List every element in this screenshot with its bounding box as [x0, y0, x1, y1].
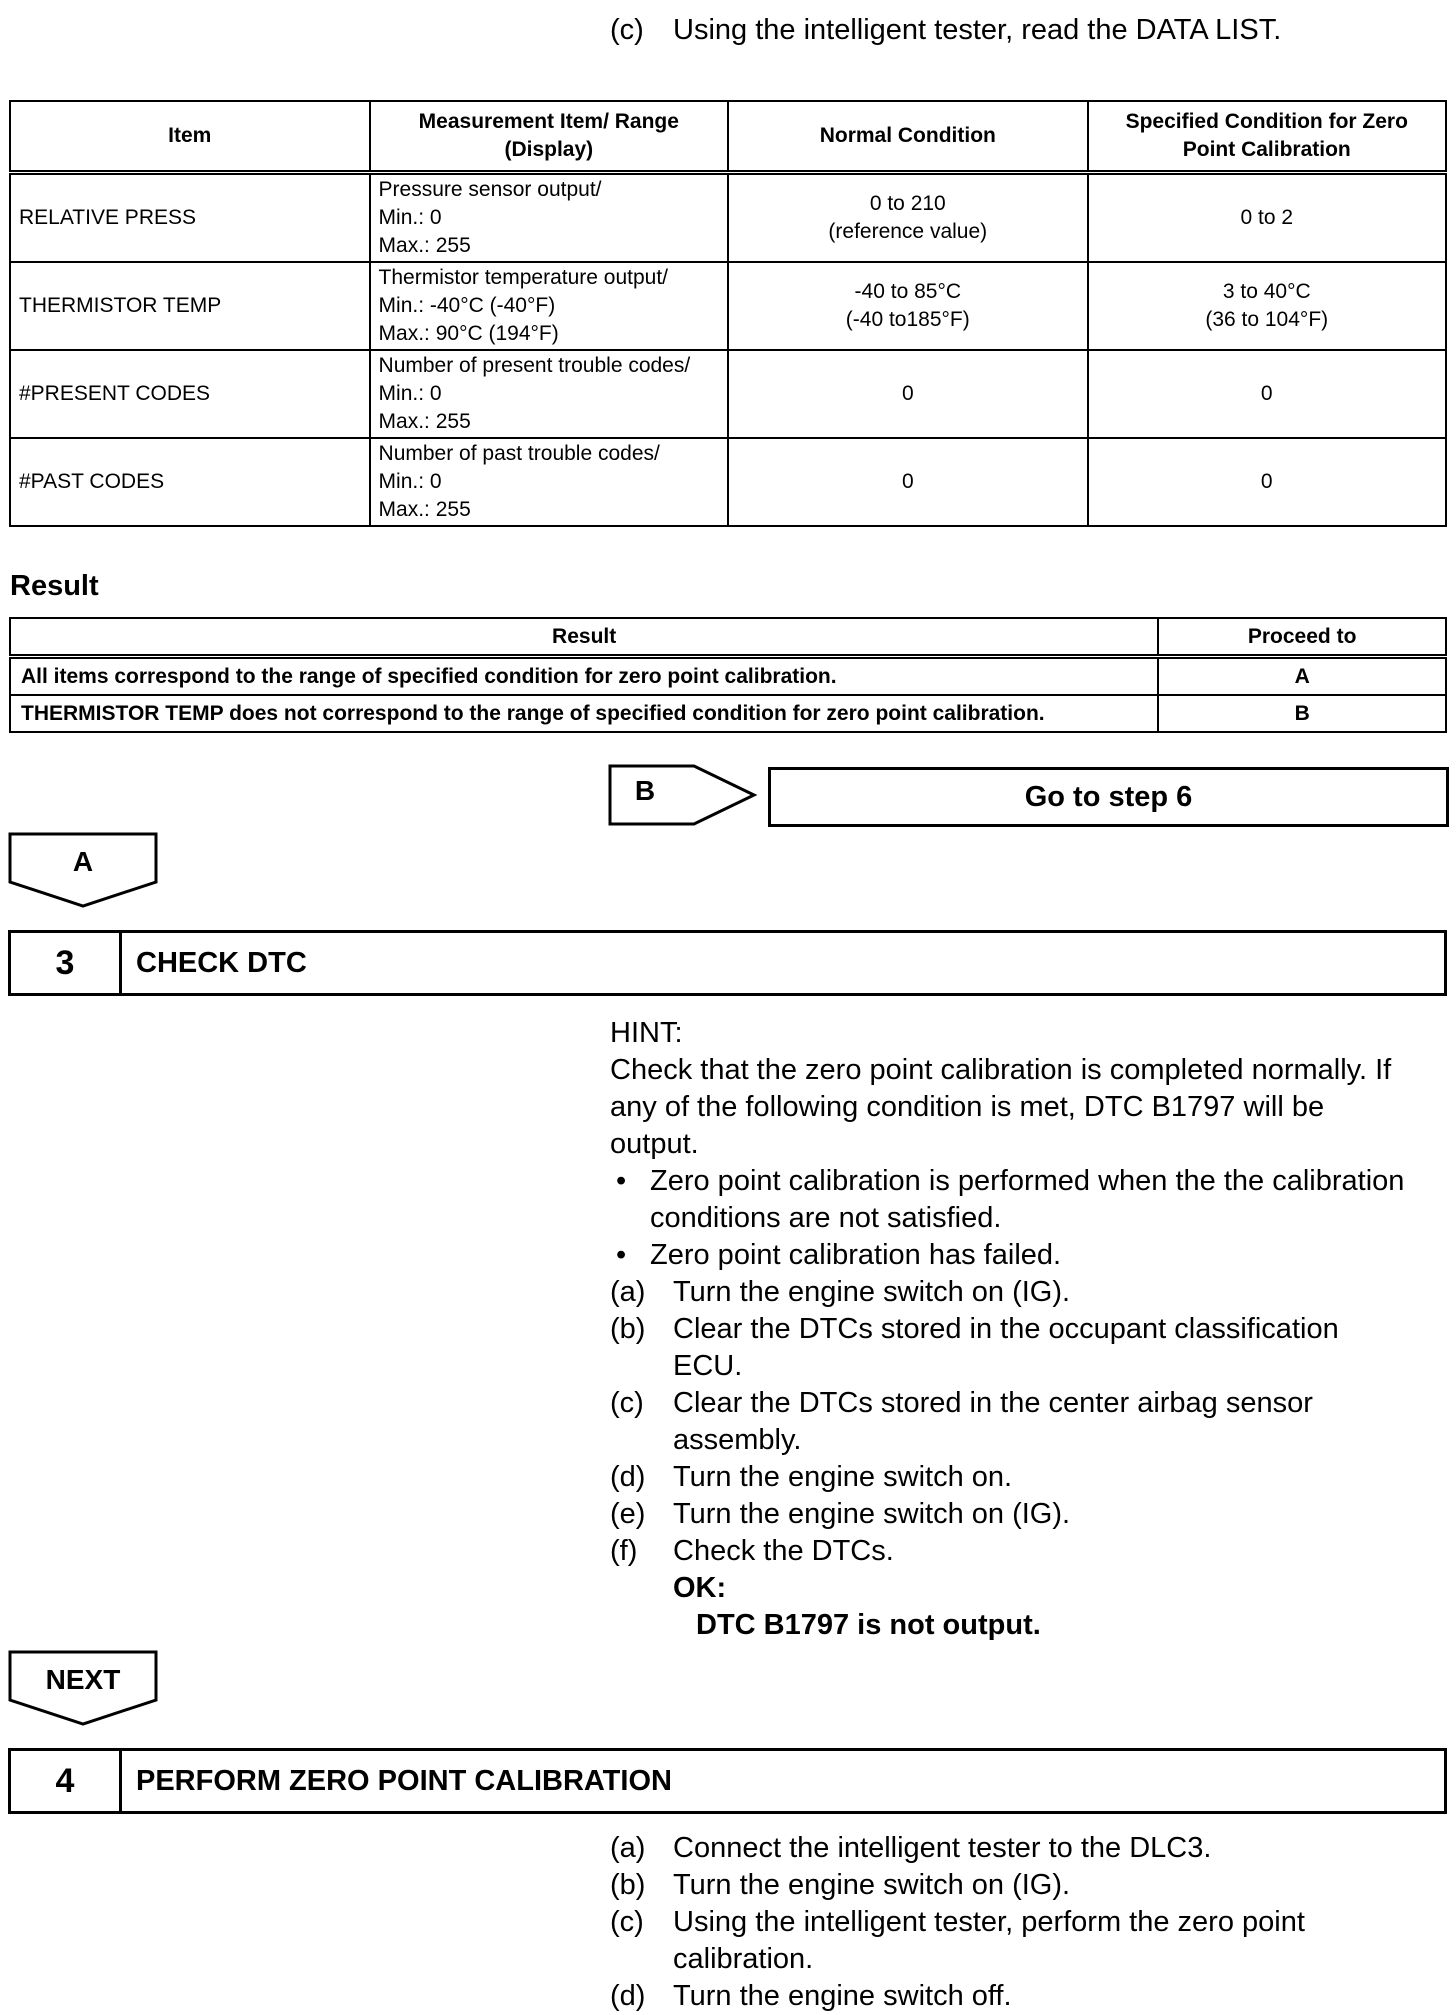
step-3-header: [8, 930, 1447, 996]
specified-cell: 3 to 40°C (36 to 104°F): [1088, 262, 1447, 350]
header-result: Result: [10, 618, 1158, 657]
item-cell: #PRESENT CODES: [10, 350, 370, 438]
procedure-step: (c) Using the intelligent tester, perform the zero point calibration.: [610, 1906, 1305, 1975]
result-cell: All items correspond to the range of specified condition for zero point calibration.: [10, 657, 1158, 696]
normal-cell: 0: [728, 350, 1087, 438]
ok-label: OK:: [673, 1572, 727, 1604]
measure-cell: Number of past trouble codes/ Min.: 0 Max.: 255: [370, 438, 729, 526]
normal-cell: 0 to 210 (reference value): [728, 173, 1087, 263]
procedure-step: (b) Clear the DTCs stored in the occupant classification ECU.: [610, 1313, 1339, 1382]
procedure-step: (d) Turn the engine switch on.: [610, 1459, 1450, 1496]
procedure-step: (e) Turn the engine switch on (IG).: [610, 1496, 1450, 1533]
item-cell: #PAST CODES: [10, 438, 370, 526]
branch-b-label: B: [634, 775, 656, 806]
specified-cell: 0: [1088, 438, 1447, 526]
measure-cell: Thermistor temperature output/ Min.: -40°C (-40°F) Max.: 90°C (194°F): [370, 262, 729, 350]
specified-cell: 0: [1088, 350, 1447, 438]
normal-cell: -40 to 85°C (-40 to185°F): [728, 262, 1087, 350]
step-number: 4: [11, 1751, 122, 1811]
header-specified-condition: Specified Condition for Zero Point Calibration: [1088, 101, 1447, 173]
step-label: (b): [610, 1869, 646, 1901]
hint-line: Check that the zero point calibration is completed normally. If: [610, 1054, 1392, 1086]
step-title: CHECK DTC: [136, 946, 307, 979]
bullet-item: • Zero point calibration has failed.: [610, 1237, 1450, 1274]
procedure-step: (c) Clear the DTCs stored in the center airbag sensor assembly.: [610, 1387, 1313, 1456]
step-label: (a): [610, 1832, 646, 1864]
step-label: (c): [610, 1387, 644, 1419]
item-cell: RELATIVE PRESS: [10, 173, 370, 263]
table-row: [10, 262, 1446, 350]
go-to-step-label: Go to step 6: [1024, 780, 1193, 813]
measure-cell: Pressure sensor output/ Min.: 0 Max.: 255: [370, 173, 729, 263]
instruction-text: Using the intelligent tester, read the DATA LIST.: [673, 14, 1282, 46]
step-label: (c): [610, 1906, 644, 1938]
proceed-cell: A: [1158, 657, 1446, 696]
step-label: (b): [610, 1313, 646, 1345]
step-label: (e): [610, 1498, 646, 1530]
branch-a-label: A: [72, 846, 94, 877]
bullet-dot-icon: •: [616, 1165, 627, 1197]
data-table-header-row: [10, 101, 1446, 173]
step-title: PERFORM ZERO POINT CALIBRATION: [136, 1764, 672, 1797]
specified-cell: 0 to 2: [1088, 173, 1447, 263]
bullet-item: • Zero point calibration is performed when the the calibration conditions are not satisfied.: [616, 1165, 1405, 1234]
step-label: (a): [610, 1276, 646, 1308]
normal-cell: 0: [728, 438, 1087, 526]
step-label: (d): [610, 1980, 646, 2012]
step-4-content: [610, 1830, 1450, 2015]
procedure-step: (f) Check the DTCs.: [610, 1533, 1450, 1570]
procedure-step: (d) Turn the engine switch off.: [610, 1978, 1450, 2015]
result-table: [9, 617, 1447, 733]
instruction-label: (c): [610, 14, 644, 46]
ok-text: DTC B1797 is not output.: [696, 1609, 1041, 1641]
result-cell: THERMISTOR TEMP does not correspond to the range of specified condition for zero point calibration.: [10, 695, 1158, 732]
table-row: [10, 173, 1446, 263]
measure-cell: Number of present trouble codes/ Min.: 0 Max.: 255: [370, 350, 729, 438]
step-label: (d): [610, 1461, 646, 1493]
top-instruction: [610, 12, 1410, 49]
procedure-step: (a) Turn the engine switch on (IG).: [610, 1274, 1450, 1311]
bullet-dot-icon: •: [616, 1239, 627, 1271]
proceed-cell: B: [1158, 695, 1446, 732]
hint-line: any of the following condition is met, DTC B1797 will be: [610, 1091, 1325, 1123]
step-number: 3: [11, 933, 122, 993]
procedure-step: (a) Connect the intelligent tester to the DLC3.: [610, 1830, 1450, 1867]
hint-line: output.: [610, 1128, 699, 1160]
item-cell: THERMISTOR TEMP: [10, 262, 370, 350]
header-measurement: Measurement Item/ Range (Display): [370, 101, 729, 173]
table-row: [10, 438, 1446, 526]
go-to-step-6-box[interactable]: [768, 767, 1449, 827]
result-header-row: [10, 618, 1446, 657]
header-normal-condition: Normal Condition: [728, 101, 1087, 173]
step-3-content: [610, 1015, 1450, 1644]
header-proceed-to: Proceed to: [1158, 618, 1446, 657]
step-4-header: [8, 1748, 1447, 1814]
next-label: NEXT: [45, 1664, 121, 1695]
table-row: [10, 695, 1446, 732]
result-heading: Result: [10, 570, 99, 602]
step-label: (f): [610, 1535, 638, 1567]
table-row: [10, 350, 1446, 438]
hint-label: HINT:: [610, 1017, 683, 1049]
data-list-table: [9, 100, 1447, 527]
procedure-step: (b) Turn the engine switch on (IG).: [610, 1867, 1450, 1904]
table-row: [10, 657, 1446, 696]
header-item: Item: [10, 101, 370, 173]
